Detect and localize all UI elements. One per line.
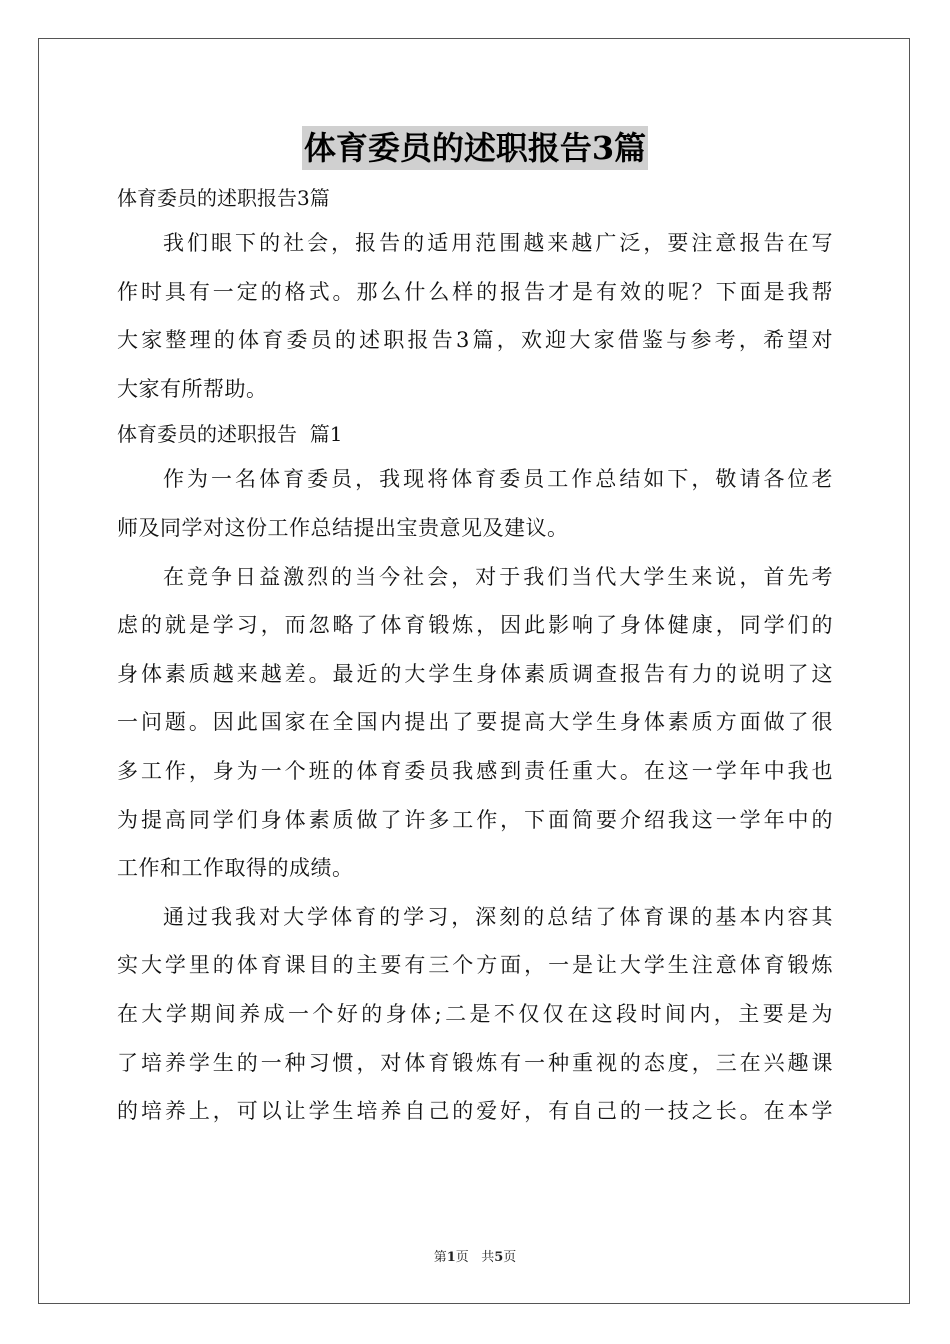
- paragraph-line: 多工作，身为一个班的体育委员我感到责任重大。在这一学年中我也: [117, 758, 833, 783]
- paragraph-line: 通过我我对大学体育的学习，深刻的总结了体育课的基本内容其: [163, 904, 833, 929]
- paragraph-1: [117, 455, 833, 552]
- paragraph-line: 实大学里的体育课目的主要有三个方面，一是让大学生注意体育锻炼: [117, 953, 833, 978]
- paragraph-2: [117, 553, 833, 893]
- section-heading: 体育委员的述职报告 篇1: [117, 422, 343, 447]
- paragraph-line: 了培养学生的一种习惯，对体育锻炼有一种重视的态度，三在兴趣课: [117, 1050, 833, 1075]
- intro-paragraph: [117, 219, 833, 413]
- paragraph-line: 大家整理的体育委员的述职报告3篇，欢迎大家借鉴与参考，希望对: [117, 328, 833, 353]
- page-current: 1: [446, 1250, 456, 1265]
- paragraph-line: 作时具有一定的格式。那么什么样的报告才是有效的呢？下面是我帮: [117, 279, 833, 304]
- paragraph-line: 身体素质越来越差。最近的大学生身体素质调查报告有力的说明了这: [117, 661, 833, 686]
- paragraph-3: [117, 893, 833, 1136]
- paragraph-line: 为提高同学们身体素质做了许多工作，下面简要介绍我这一学年中的: [117, 807, 833, 832]
- paragraph-line: 作为一名体育委员，我现将体育委员工作总结如下，敬请各位老: [163, 467, 833, 492]
- page-prefix: 第: [433, 1250, 447, 1265]
- paragraph-line: 工作和工作取得的成绩。: [117, 856, 354, 881]
- paragraph-line: 的培养上，可以让学生培养自己的爱好，有自己的一技之长。在本学: [117, 1099, 833, 1124]
- total-prefix: 共: [481, 1250, 495, 1265]
- document-title: 体育委员的述职报告3篇: [302, 126, 648, 170]
- total-unit: 页: [503, 1250, 517, 1265]
- paragraph-line: 一问题。因此国家在全国内提出了要提高大学生身体素质方面做了很: [117, 710, 833, 735]
- paragraph-line: 虑的就是学习，而忽略了体育锻炼，因此影响了身体健康，同学们的: [117, 613, 833, 638]
- paragraph-line: 在竞争日益激烈的当今社会，对于我们当代大学生来说，首先考: [163, 564, 833, 589]
- title-area: [0, 126, 950, 170]
- paragraph-line: 在大学期间养成一个好的身体;二是不仅仅在这段时间内，主要是为: [117, 1001, 833, 1026]
- page-total: 5: [494, 1250, 504, 1265]
- paragraph-line: 我们眼下的社会，报告的适用范围越来越广泛，要注意报告在写: [163, 231, 833, 255]
- page-footer: [0, 1246, 950, 1265]
- page-unit: 页: [455, 1250, 469, 1265]
- document-body: [117, 177, 833, 1136]
- paragraph-line: 师及同学对这份工作总结提出宝贵意见及建议。: [117, 515, 569, 540]
- paragraph-line: 大家有所帮助。: [117, 376, 268, 401]
- document-subtitle: 体育委员的述职报告3篇: [117, 186, 330, 210]
